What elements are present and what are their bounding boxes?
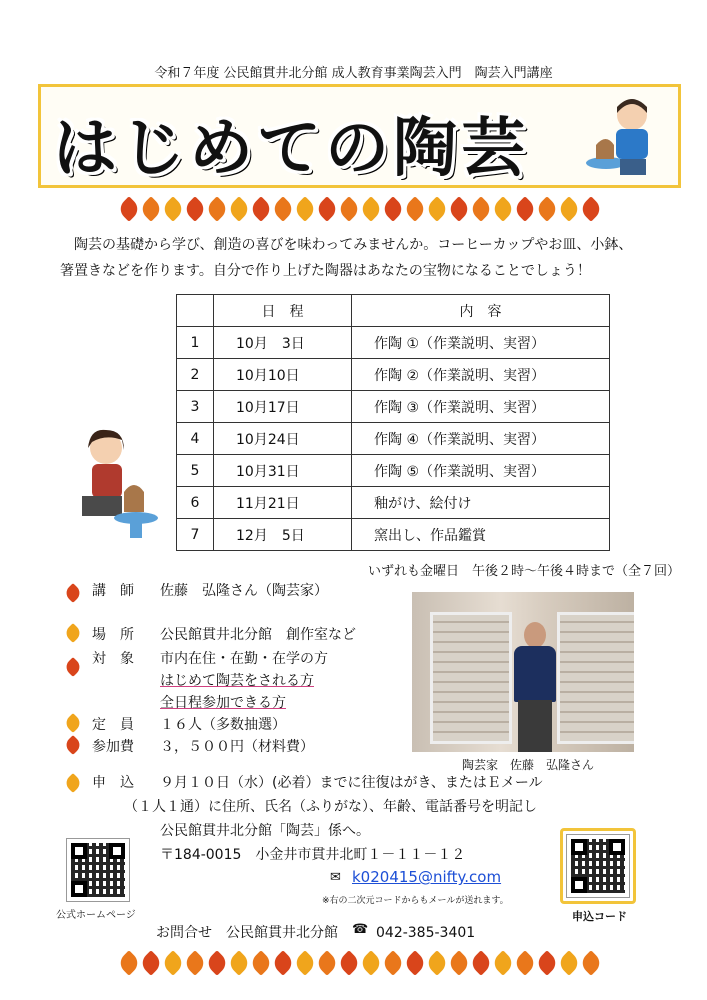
leaf-border-bottom [100, 954, 620, 972]
maple-leaf-icon [138, 196, 163, 221]
mail-icon: ✉ [330, 870, 341, 885]
maple-leaf-icon [468, 196, 493, 221]
schedule-header-no [177, 295, 214, 327]
place-value: 公民館貫井北分館 創作室など [160, 627, 356, 643]
qr-email-note: ※右の二次元コードからもメールが送れます。 [322, 896, 509, 906]
session-no: 2 [177, 359, 214, 391]
maple-leaf-icon [63, 583, 83, 603]
session-date: 10月10日 [214, 359, 352, 391]
intro-line-2: 箸置きなどを作ります。自分で作り上げた陶器はあなたの宝物になることでしょう！ [60, 263, 591, 279]
maple-leaf-icon [116, 196, 141, 221]
maple-leaf-icon [270, 950, 295, 975]
fee-value: ３，５００円（材料費） [160, 739, 314, 755]
schedule-header-date: 日 程 [214, 295, 352, 327]
instructor-label: 講 師 [92, 583, 134, 599]
maple-leaf-icon [160, 196, 185, 221]
maple-leaf-icon [248, 950, 273, 975]
maple-leaf-icon [358, 196, 383, 221]
maple-leaf-icon [160, 950, 185, 975]
table-row [177, 359, 610, 391]
session-date: 10月31日 [214, 455, 352, 487]
page-title: はじめての陶芸 [53, 112, 529, 186]
maple-leaf-icon [182, 196, 207, 221]
instructor-photo [412, 592, 634, 752]
session-content: 作陶 ③（作業説明、実習） [352, 391, 610, 423]
session-content: 窯出し、作品鑑賞 [352, 519, 610, 551]
session-no: 3 [177, 391, 214, 423]
maple-leaf-icon [424, 196, 449, 221]
maple-leaf-icon [468, 950, 493, 975]
maple-leaf-icon [402, 196, 427, 221]
session-date: 12月 5日 [214, 519, 352, 551]
table-row [177, 327, 610, 359]
session-content: 釉がけ、絵付け [352, 487, 610, 519]
maple-leaf-icon [380, 196, 405, 221]
potter-illustration [584, 93, 670, 185]
event-header: 令和７年度 公民館貫井北分館 成人教育事業陶芸入門 陶芸入門講座 [154, 66, 553, 81]
apply-line-1: ９月１０日（水）(必着）までに往復はがき、またはＥメール [160, 775, 543, 791]
table-row [177, 487, 610, 519]
session-no: 5 [177, 455, 214, 487]
target-value-1: 市内在住・在勤・在学の方 [160, 651, 328, 667]
maple-leaf-icon [292, 950, 317, 975]
potter-woman-illustration [72, 426, 160, 544]
instructor-value: 佐藤 弘隆さん（陶芸家） [160, 583, 328, 599]
table-row [177, 519, 610, 551]
maple-leaf-icon [446, 196, 471, 221]
maple-leaf-icon [63, 735, 83, 755]
capacity-label: 定 員 [92, 717, 134, 733]
schedule-table [176, 294, 610, 551]
maple-leaf-icon [534, 196, 559, 221]
maple-leaf-icon [358, 950, 383, 975]
maple-leaf-icon [512, 196, 537, 221]
instructor-figure [508, 622, 562, 752]
contact-label: お問合せ 公民館貫井北分館 [156, 925, 338, 941]
maple-leaf-icon [314, 950, 339, 975]
schedule-header-content: 内 容 [352, 295, 610, 327]
maple-leaf-icon [226, 196, 251, 221]
leaf-border-top [100, 200, 620, 218]
maple-leaf-icon [512, 950, 537, 975]
maple-leaf-icon [402, 950, 427, 975]
qr-code-homepage[interactable] [66, 838, 130, 902]
maple-leaf-icon [534, 950, 559, 975]
apply-line-3: 公民館貫井北分館「陶芸」係へ。 [160, 823, 370, 839]
session-no: 4 [177, 423, 214, 455]
table-row [177, 391, 610, 423]
maple-leaf-icon [292, 196, 317, 221]
maple-leaf-icon [204, 950, 229, 975]
maple-leaf-icon [63, 773, 83, 793]
schedule-header-row [177, 295, 610, 327]
table-row [177, 455, 610, 487]
target-value-2: はじめて陶芸をされる方 [160, 673, 314, 689]
place-label: 場 所 [92, 627, 134, 643]
session-date: 10月17日 [214, 391, 352, 423]
intro-line-1: 陶芸の基礎から学び、創造の喜びを味わってみませんか。コーヒーカップやお皿、小鉢、 [74, 237, 633, 253]
photo-caption: 陶芸家 佐藤 弘隆さん [462, 758, 595, 772]
phone-icon: ☎ [352, 922, 369, 937]
maple-leaf-icon [336, 196, 361, 221]
maple-leaf-icon [490, 196, 515, 221]
kiln-right [557, 612, 634, 744]
qr-homepage-label: 公式ホームページ [56, 910, 136, 921]
maple-leaf-icon [63, 623, 83, 643]
maple-leaf-icon [248, 196, 273, 221]
maple-leaf-icon [182, 950, 207, 975]
session-no: 6 [177, 487, 214, 519]
table-row [177, 423, 610, 455]
session-content: 作陶 ②（作業説明、実習） [352, 359, 610, 391]
fee-label: 参加費 [92, 739, 134, 755]
maple-leaf-icon [490, 950, 515, 975]
contact-phone: 042-385-3401 [376, 925, 476, 941]
maple-leaf-icon [336, 950, 361, 975]
apply-address: 〒184-0015 小金井市貫井北町１－１１－１２ [160, 847, 466, 863]
qr-apply-label: 申込コード [572, 910, 627, 923]
maple-leaf-icon [138, 950, 163, 975]
maple-leaf-icon [270, 196, 295, 221]
target-value-3: 全日程参加できる方 [160, 695, 286, 711]
kiln-left [430, 612, 512, 744]
session-content: 作陶 ⑤（作業説明、実習） [352, 455, 610, 487]
schedule-note: いずれも金曜日 午後２時～午後４時まで（全７回） [368, 564, 681, 579]
session-content: 作陶 ①（作業説明、実習） [352, 327, 610, 359]
maple-leaf-icon [116, 950, 141, 975]
maple-leaf-icon [204, 196, 229, 221]
session-no: 7 [177, 519, 214, 551]
apply-line-2: （１人１通）に住所、氏名（ふりがな）、年齢、電話番号を明記し [124, 799, 537, 815]
maple-leaf-icon [446, 950, 471, 975]
session-content: 作陶 ④（作業説明、実習） [352, 423, 610, 455]
session-date: 10月24日 [214, 423, 352, 455]
intro-text [60, 232, 670, 284]
maple-leaf-icon [380, 950, 405, 975]
maple-leaf-icon [63, 657, 83, 677]
email-link[interactable]: k020415@nifty.com [352, 868, 502, 886]
title-banner [38, 84, 681, 188]
maple-leaf-icon [226, 950, 251, 975]
session-date: 11月21日 [214, 487, 352, 519]
maple-leaf-icon [314, 196, 339, 221]
maple-leaf-icon [63, 713, 83, 733]
maple-leaf-icon [556, 196, 581, 221]
apply-label: 申 込 [92, 775, 134, 791]
target-label: 対 象 [92, 651, 134, 667]
capacity-value: １６人（多数抽選） [160, 717, 286, 733]
maple-leaf-icon [578, 950, 603, 975]
qr-code-apply[interactable] [566, 834, 630, 898]
session-no: 1 [177, 327, 214, 359]
session-date: 10月 3日 [214, 327, 352, 359]
maple-leaf-icon [578, 196, 603, 221]
maple-leaf-icon [424, 950, 449, 975]
maple-leaf-icon [556, 950, 581, 975]
